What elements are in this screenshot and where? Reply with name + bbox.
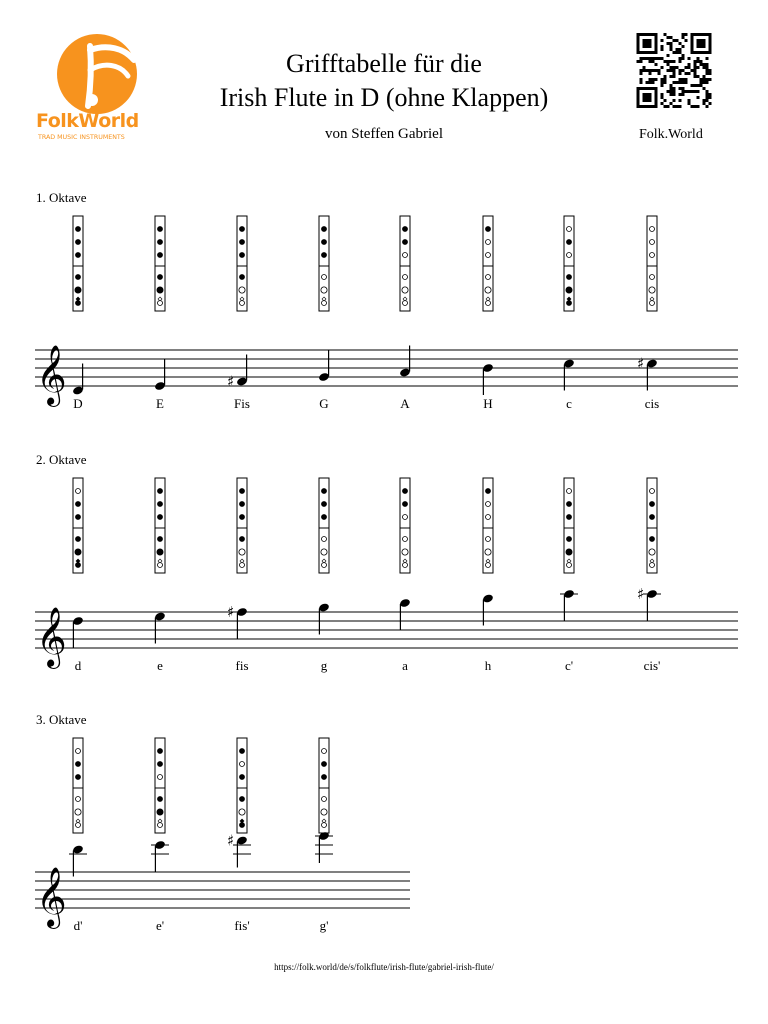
closed-hole [76, 537, 81, 542]
note-name: fis [235, 658, 249, 673]
open-hole [486, 240, 491, 245]
open-hole [403, 275, 408, 280]
note-name: d [74, 658, 82, 673]
note-name: d' [73, 918, 83, 933]
open-hole [486, 502, 491, 507]
closed-hole [567, 515, 572, 520]
closed-hole [240, 502, 245, 507]
closed-hole [76, 227, 81, 232]
fingering-g-prime [315, 738, 333, 933]
closed-hole [158, 253, 163, 258]
treble-clef-icon: 𝄞 [36, 867, 67, 927]
note-name: D [73, 396, 83, 411]
closed-hole [240, 797, 245, 802]
open-hole [650, 253, 655, 258]
note-name: h [484, 658, 492, 673]
closed-hole [567, 502, 572, 507]
fingering-cis-prime [637, 478, 661, 673]
closed-hole [76, 762, 81, 767]
closed-hole [76, 275, 81, 280]
closed-hole [240, 489, 245, 494]
closed-hole [158, 227, 163, 232]
closed-hole [650, 515, 655, 520]
closed-hole [158, 749, 163, 754]
open-hole [567, 253, 572, 258]
treble-clef-icon: 𝄞 [36, 607, 67, 667]
open-hole [649, 287, 655, 293]
fingering-c-prime [560, 478, 578, 673]
note-name: e [157, 658, 163, 673]
note-name: g [320, 658, 328, 673]
open-hole [322, 749, 327, 754]
sharp-icon: ♯ [637, 585, 645, 603]
logo-subtitle: TRAD MUSIC INSTRUMENTS [38, 134, 125, 141]
closed-hole [76, 253, 81, 258]
open-hole [567, 489, 572, 494]
note-name: c' [564, 658, 574, 673]
note-name: Fis [234, 396, 250, 411]
open-hole [76, 797, 81, 802]
open-hole [322, 275, 327, 280]
closed-hole [76, 775, 81, 780]
fingering-a [399, 478, 411, 673]
fingering-fis [227, 478, 249, 673]
fingering-E [154, 216, 166, 411]
closed-hole [322, 502, 327, 507]
closed-hole [322, 775, 327, 780]
note-name: c [566, 396, 572, 411]
fingering-Fis [227, 216, 250, 411]
fingering-d-prime [69, 738, 87, 933]
footer-url[interactable]: https://folk.world/de/s/folkflute/irish-flute/gabriel-irish-flute/ [274, 962, 494, 972]
open-hole [322, 797, 327, 802]
closed-hole [403, 227, 408, 232]
octave-label-3: 3. Oktave [36, 712, 87, 727]
note-name: A [400, 396, 410, 411]
octave-label-1: 1. Oktave [36, 190, 87, 205]
fingering-cis [637, 216, 659, 411]
closed-hole [76, 502, 81, 507]
fingering-h [482, 478, 494, 673]
closed-hole [75, 549, 81, 555]
closed-hole [76, 515, 81, 520]
open-hole [485, 287, 491, 293]
closed-hole [650, 537, 655, 542]
closed-hole [158, 762, 163, 767]
open-hole [402, 287, 408, 293]
open-hole [239, 287, 245, 293]
note-name: E [156, 396, 164, 411]
closed-hole [158, 240, 163, 245]
octave-2-system [0, 467, 768, 687]
closed-hole [322, 253, 327, 258]
closed-hole [403, 502, 408, 507]
open-hole [75, 809, 81, 815]
closed-hole [403, 489, 408, 494]
closed-hole [240, 515, 245, 520]
fingering-d [72, 478, 84, 673]
closed-hole [240, 749, 245, 754]
open-hole [486, 275, 491, 280]
closed-hole [240, 240, 245, 245]
closed-hole [650, 502, 655, 507]
sharp-icon: ♯ [227, 831, 235, 850]
author-line: von Steffen Gabriel [324, 126, 444, 142]
note-name: fis' [234, 918, 250, 933]
closed-hole [240, 275, 245, 280]
open-hole [321, 549, 327, 555]
note-name: g' [319, 918, 329, 933]
note-name: G [319, 396, 329, 411]
open-hole [321, 809, 327, 815]
closed-hole [486, 227, 491, 232]
closed-hole [158, 537, 163, 542]
closed-hole [567, 275, 572, 280]
closed-hole [322, 227, 327, 232]
closed-hole [158, 489, 163, 494]
brand-name: Folk.World [639, 127, 703, 142]
closed-hole [240, 775, 245, 780]
title-line-1: Grifftabelle für die [286, 49, 482, 78]
closed-hole [158, 797, 163, 802]
sharp-icon: ♯ [637, 354, 645, 373]
closed-hole [322, 240, 327, 245]
closed-hole [157, 809, 163, 815]
fingering-D [72, 216, 84, 411]
closed-hole [158, 275, 163, 280]
fingering-e-prime [151, 738, 169, 933]
open-hole [403, 537, 408, 542]
open-hole [486, 253, 491, 258]
closed-hole [567, 537, 572, 542]
octave-1-system [0, 205, 768, 425]
open-hole [158, 775, 163, 780]
fingering-g [318, 478, 330, 673]
closed-hole [158, 502, 163, 507]
closed-hole [566, 287, 572, 293]
open-hole [239, 809, 245, 815]
octave-label-2: 2. Oktave [36, 452, 87, 467]
closed-hole [240, 253, 245, 258]
open-hole [650, 275, 655, 280]
closed-hole [322, 762, 327, 767]
open-hole [650, 227, 655, 232]
open-hole [485, 549, 491, 555]
open-hole [486, 515, 491, 520]
fingering-c [563, 216, 575, 411]
fingering-A [399, 216, 411, 411]
open-hole [322, 537, 327, 542]
note-name: e' [155, 918, 165, 933]
closed-hole [322, 489, 327, 494]
logo-text: FolkWorld [36, 110, 139, 132]
note-name: cis [644, 396, 660, 411]
closed-hole [157, 549, 163, 555]
open-hole [403, 253, 408, 258]
closed-hole [157, 287, 163, 293]
closed-hole [240, 537, 245, 542]
closed-hole [566, 549, 572, 555]
open-hole [567, 227, 572, 232]
open-hole [240, 762, 245, 767]
open-hole [403, 515, 408, 520]
open-hole [650, 240, 655, 245]
closed-hole [322, 515, 327, 520]
open-hole [649, 549, 655, 555]
open-hole [486, 537, 491, 542]
open-hole [76, 489, 81, 494]
open-hole [321, 287, 327, 293]
note-name: cis' [643, 658, 661, 673]
fingering-fis-prime [227, 738, 251, 933]
closed-hole [403, 240, 408, 245]
closed-hole [75, 287, 81, 293]
octave-3-system [0, 727, 768, 947]
sharp-icon: ♯ [227, 372, 235, 391]
qr-code[interactable] [634, 33, 714, 108]
fingering-e [154, 478, 166, 673]
closed-hole [486, 489, 491, 494]
closed-hole [567, 240, 572, 245]
closed-hole [158, 515, 163, 520]
title-line-2: Irish Flute in D (ohne Klappen) [219, 83, 549, 112]
note-name: a [402, 658, 408, 673]
open-hole [76, 749, 81, 754]
open-hole [402, 549, 408, 555]
closed-hole [240, 227, 245, 232]
note-name: H [483, 396, 493, 411]
closed-hole [76, 240, 81, 245]
open-hole [650, 489, 655, 494]
fingering-G [318, 216, 330, 411]
sharp-icon: ♯ [227, 603, 235, 621]
treble-clef-icon: 𝄞 [36, 345, 67, 405]
fingering-H [482, 216, 494, 411]
open-hole [239, 549, 245, 555]
